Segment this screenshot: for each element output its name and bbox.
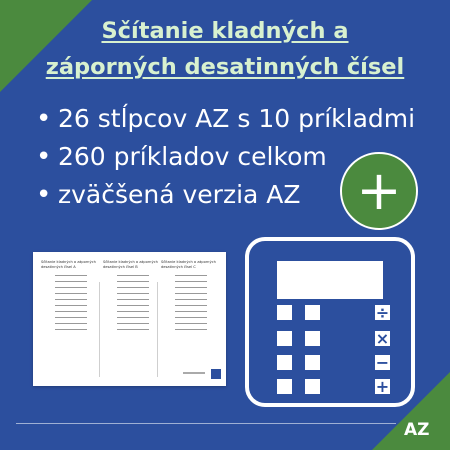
- calculator-key: [305, 355, 320, 370]
- worksheet-divider: [157, 282, 158, 377]
- az-badge: AZ: [404, 420, 430, 440]
- calculator-key: [305, 379, 320, 394]
- bullet-dot-icon: •: [36, 142, 52, 172]
- worksheet-column-a: [41, 260, 97, 335]
- worksheet-column-b: [103, 260, 159, 335]
- calculator-key: [277, 331, 292, 346]
- minus-key-icon: −: [375, 353, 390, 372]
- worksheet-divider: [99, 282, 100, 377]
- calculator-key: [305, 305, 320, 320]
- feature-text: 26 stĺpcov AZ s 10 príkladmi: [58, 104, 416, 133]
- plus-key-icon: +: [375, 377, 390, 396]
- calculator-key: [277, 379, 292, 394]
- title-line-2: záporných desatinných čísel: [45, 54, 405, 80]
- calculator-icon: [245, 237, 415, 407]
- worksheet-heading: Sčítanie kladných a záporných desatinných čísel A: [41, 260, 96, 269]
- feature-text: 260 príkladov celkom: [58, 142, 327, 171]
- calculator-mini-icon: [211, 369, 221, 379]
- bottom-divider: [16, 423, 396, 424]
- bullet-dot-icon: •: [36, 104, 52, 134]
- feature-item: [36, 100, 415, 138]
- calculator-key: [305, 331, 320, 346]
- bullet-dot-icon: •: [36, 180, 52, 210]
- calculator-key: [277, 355, 292, 370]
- worksheet-heading: Sčítanie kladných a záporných desatinných čísel B: [103, 260, 158, 269]
- worksheet-heading: Sčítanie kladných a záporných desatinných čísel C: [161, 260, 216, 269]
- worksheet-preview: [33, 252, 226, 386]
- feature-text: zväčšená verzia AZ: [58, 180, 301, 209]
- divide-key-icon: ÷: [375, 303, 390, 322]
- worksheet-column-c: [161, 260, 217, 335]
- title-line-1: Sčítanie kladných a: [101, 18, 349, 44]
- calculator-screen: [277, 261, 383, 299]
- multiply-key-icon: ×: [375, 329, 390, 348]
- calculator-key: [277, 305, 292, 320]
- worksheet-footer-line: [183, 372, 205, 374]
- plus-icon: +: [340, 152, 418, 230]
